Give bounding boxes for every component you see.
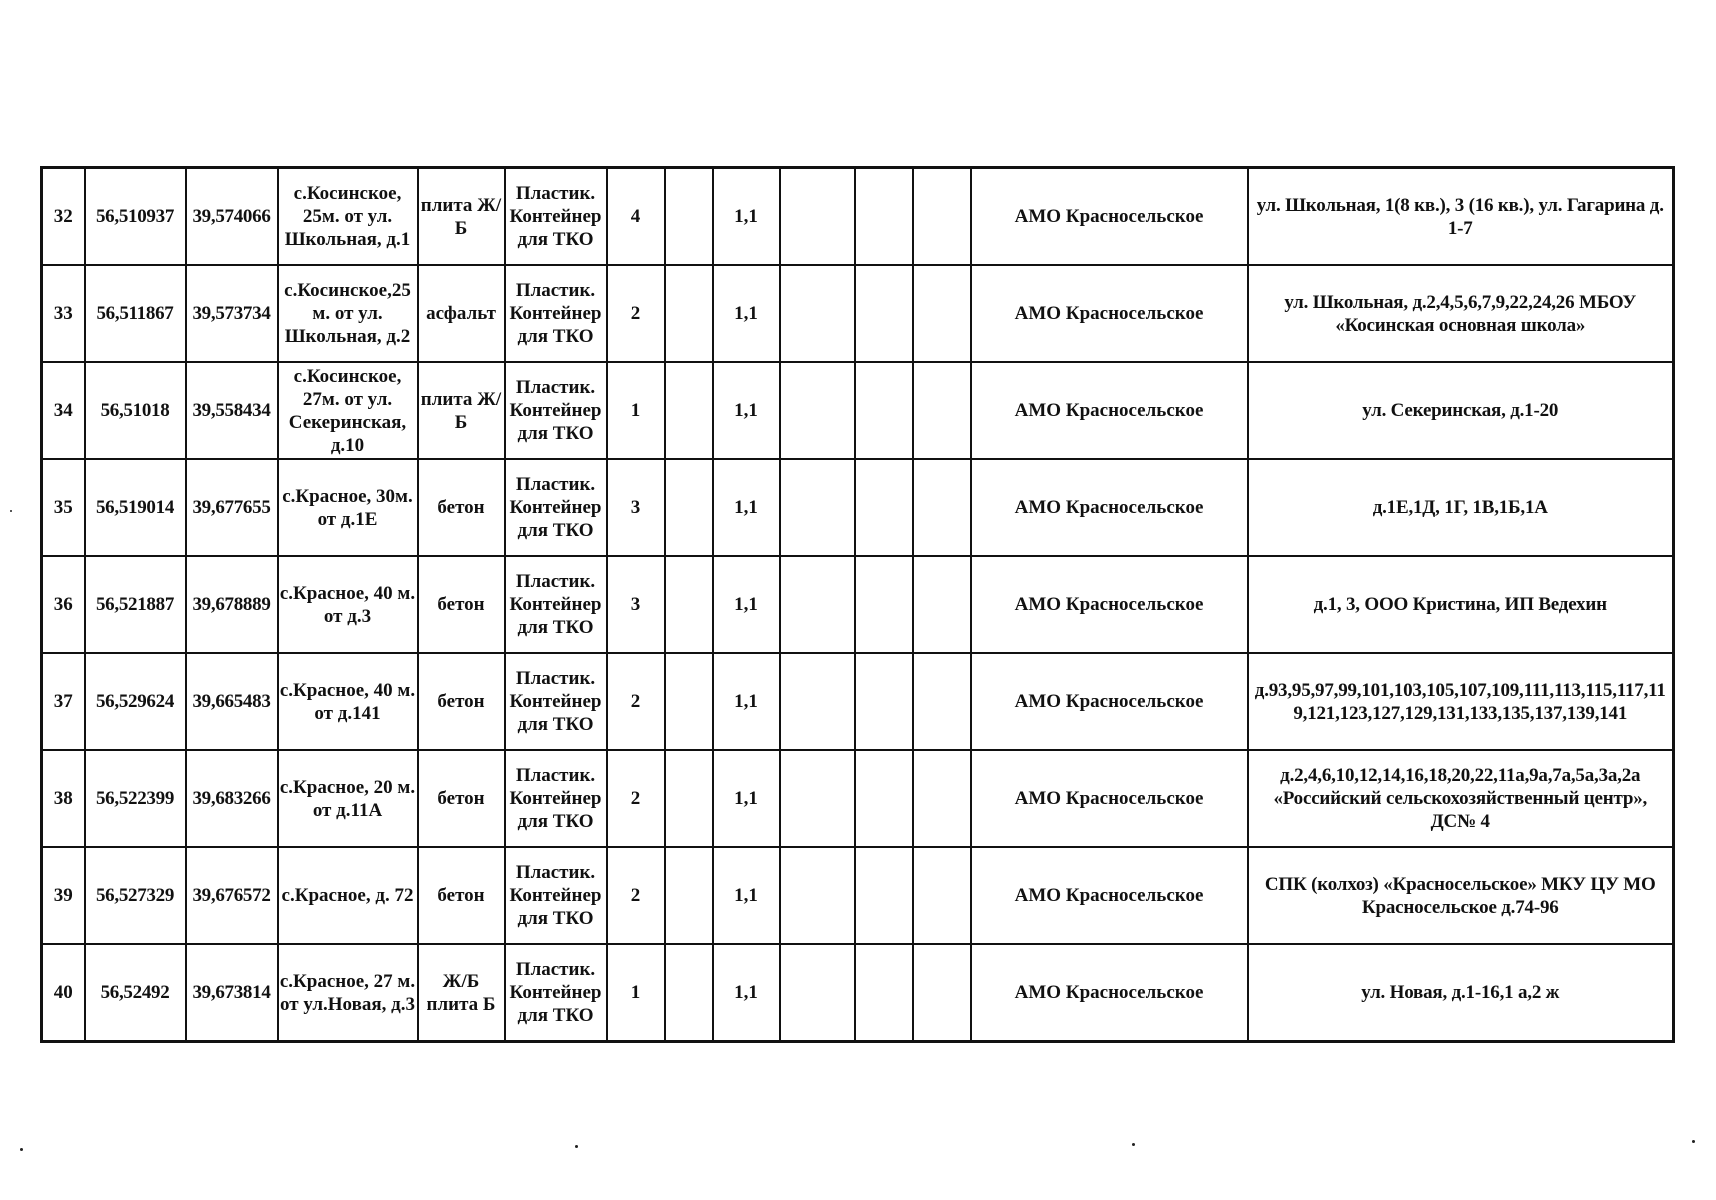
table-row [42, 362, 1674, 459]
surface-type-cell: плита Ж/Б [418, 168, 505, 266]
container-count-cell: 2 [607, 847, 665, 944]
empty-cell [913, 168, 971, 266]
scan-speck [20, 1148, 23, 1151]
surface-type-cell: плита Ж/Б [418, 362, 505, 459]
empty-cell [780, 168, 855, 266]
empty-cell [665, 653, 713, 750]
longitude-cell: 39,558434 [186, 362, 278, 459]
location-address-cell: с.Красное, 40 м. от д.141 [278, 653, 418, 750]
latitude-cell: 56,510937 [85, 168, 186, 266]
empty-cell [855, 944, 913, 1042]
latitude-cell: 56,51018 [85, 362, 186, 459]
longitude-cell: 39,676572 [186, 847, 278, 944]
served-objects-cell: ул. Новая, д.1-16,1 а,2 ж [1248, 944, 1674, 1042]
container-count-cell: 4 [607, 168, 665, 266]
document-sheet [40, 166, 1672, 1043]
table-row [42, 556, 1674, 653]
longitude-cell: 39,574066 [186, 168, 278, 266]
empty-cell [665, 168, 713, 266]
longitude-cell: 39,677655 [186, 459, 278, 556]
latitude-cell: 56,52492 [85, 944, 186, 1042]
table-row [42, 265, 1674, 362]
row-number-cell: 37 [42, 653, 85, 750]
container-type-cell: Пластик. Контейнер для ТКО [505, 362, 607, 459]
container-count-cell: 2 [607, 265, 665, 362]
empty-cell [913, 653, 971, 750]
location-address-cell: с.Красное, д. 72 [278, 847, 418, 944]
container-volume-cell: 1,1 [713, 944, 780, 1042]
surface-type-cell: Ж/Б плита Б [418, 944, 505, 1042]
empty-cell [780, 265, 855, 362]
served-objects-cell: ул. Школьная, 1(8 кв.), 3 (16 кв.), ул. Гагарина д. 1-7 [1248, 168, 1674, 266]
table-row [42, 944, 1674, 1042]
container-type-cell: Пластик. Контейнер для ТКО [505, 556, 607, 653]
row-number-cell: 38 [42, 750, 85, 847]
surface-type-cell: бетон [418, 459, 505, 556]
served-objects-cell: д.1, 3, ООО Кристина, ИП Ведехин [1248, 556, 1674, 653]
empty-cell [665, 847, 713, 944]
served-objects-cell: ул. Школьная, д.2,4,5,6,7,9,22,24,26 МБОУ «Косинская основная школа» [1248, 265, 1674, 362]
owner-cell: АМО Красносельское [971, 944, 1248, 1042]
empty-cell [780, 459, 855, 556]
empty-cell [913, 556, 971, 653]
owner-cell: АМО Красносельское [971, 459, 1248, 556]
location-address-cell: с.Красное, 40 м. от д.3 [278, 556, 418, 653]
table-row [42, 459, 1674, 556]
empty-cell [855, 168, 913, 266]
latitude-cell: 56,527329 [85, 847, 186, 944]
container-volume-cell: 1,1 [713, 168, 780, 266]
container-volume-cell: 1,1 [713, 556, 780, 653]
empty-cell [855, 362, 913, 459]
owner-cell: АМО Красносельское [971, 168, 1248, 266]
container-volume-cell: 1,1 [713, 362, 780, 459]
owner-cell: АМО Красносельское [971, 750, 1248, 847]
scan-speck [575, 1145, 578, 1148]
table-body [42, 168, 1674, 1042]
empty-cell [665, 750, 713, 847]
container-type-cell: Пластик. Контейнер для ТКО [505, 847, 607, 944]
empty-cell [855, 653, 913, 750]
empty-cell [780, 556, 855, 653]
owner-cell: АМО Красносельское [971, 847, 1248, 944]
latitude-cell: 56,521887 [85, 556, 186, 653]
empty-cell [780, 847, 855, 944]
table-row [42, 653, 1674, 750]
empty-cell [913, 944, 971, 1042]
container-count-cell: 1 [607, 362, 665, 459]
owner-cell: АМО Красносельское [971, 265, 1248, 362]
served-objects-cell: ул. Секеринская, д.1-20 [1248, 362, 1674, 459]
scan-speck [1132, 1143, 1135, 1146]
empty-cell [780, 362, 855, 459]
surface-type-cell: бетон [418, 556, 505, 653]
container-volume-cell: 1,1 [713, 750, 780, 847]
empty-cell [665, 944, 713, 1042]
container-count-cell: 2 [607, 653, 665, 750]
surface-type-cell: асфальт [418, 265, 505, 362]
longitude-cell: 39,573734 [186, 265, 278, 362]
container-type-cell: Пластик. Контейнер для ТКО [505, 653, 607, 750]
container-type-cell: Пластик. Контейнер для ТКО [505, 459, 607, 556]
scan-speck [10, 510, 12, 512]
container-volume-cell: 1,1 [713, 265, 780, 362]
latitude-cell: 56,522399 [85, 750, 186, 847]
surface-type-cell: бетон [418, 847, 505, 944]
location-address-cell: с.Красное, 20 м. от д.11А [278, 750, 418, 847]
empty-cell [855, 556, 913, 653]
served-objects-cell: д.2,4,6,10,12,14,16,18,20,22,11а,9а,7а,5а,3а,2а «Российский сельскохозяйственный центр», ДС№ 4 [1248, 750, 1674, 847]
row-number-cell: 34 [42, 362, 85, 459]
empty-cell [665, 362, 713, 459]
row-number-cell: 40 [42, 944, 85, 1042]
served-objects-cell: д.93,95,97,99,101,103,105,107,109,111,113,115,117,119,121,123,127,129,131,133,135,137,139,141 [1248, 653, 1674, 750]
empty-cell [780, 653, 855, 750]
empty-cell [855, 459, 913, 556]
empty-cell [665, 556, 713, 653]
empty-cell [913, 362, 971, 459]
empty-cell [913, 750, 971, 847]
surface-type-cell: бетон [418, 750, 505, 847]
table-row [42, 168, 1674, 266]
owner-cell: АМО Красносельское [971, 556, 1248, 653]
location-address-cell: с.Красное, 27 м. от ул.Новая, д.3 [278, 944, 418, 1042]
row-number-cell: 35 [42, 459, 85, 556]
row-number-cell: 39 [42, 847, 85, 944]
container-volume-cell: 1,1 [713, 653, 780, 750]
container-type-cell: Пластик. Контейнер для ТКО [505, 265, 607, 362]
container-type-cell: Пластик. Контейнер для ТКО [505, 944, 607, 1042]
scan-speck [1692, 1140, 1695, 1143]
latitude-cell: 56,529624 [85, 653, 186, 750]
container-count-cell: 3 [607, 556, 665, 653]
owner-cell: АМО Красносельское [971, 362, 1248, 459]
container-volume-cell: 1,1 [713, 847, 780, 944]
surface-type-cell: бетон [418, 653, 505, 750]
location-address-cell: с.Красное, 30м. от д.1Е [278, 459, 418, 556]
latitude-cell: 56,519014 [85, 459, 186, 556]
empty-cell [855, 750, 913, 847]
empty-cell [913, 847, 971, 944]
served-objects-cell: д.1Е,1Д, 1Г, 1В,1Б,1А [1248, 459, 1674, 556]
row-number-cell: 32 [42, 168, 85, 266]
served-objects-cell: СПК (колхоз) «Красносельское» МКУ ЦУ МО Красносельское д.74-96 [1248, 847, 1674, 944]
owner-cell: АМО Красносельское [971, 653, 1248, 750]
longitude-cell: 39,678889 [186, 556, 278, 653]
longitude-cell: 39,665483 [186, 653, 278, 750]
empty-cell [913, 265, 971, 362]
container-count-cell: 3 [607, 459, 665, 556]
container-count-cell: 1 [607, 944, 665, 1042]
container-volume-cell: 1,1 [713, 459, 780, 556]
container-type-cell: Пластик. Контейнер для ТКО [505, 168, 607, 266]
latitude-cell: 56,511867 [85, 265, 186, 362]
container-type-cell: Пластик. Контейнер для ТКО [505, 750, 607, 847]
empty-cell [855, 265, 913, 362]
longitude-cell: 39,673814 [186, 944, 278, 1042]
empty-cell [913, 459, 971, 556]
container-count-cell: 2 [607, 750, 665, 847]
row-number-cell: 36 [42, 556, 85, 653]
table-row [42, 750, 1674, 847]
location-address-cell: с.Косинское, 27м. от ул. Секеринская, д.10 [278, 362, 418, 459]
longitude-cell: 39,683266 [186, 750, 278, 847]
empty-cell [855, 847, 913, 944]
empty-cell [665, 265, 713, 362]
empty-cell [665, 459, 713, 556]
row-number-cell: 33 [42, 265, 85, 362]
location-address-cell: с.Косинское, 25м. от ул. Школьная, д.1 [278, 168, 418, 266]
empty-cell [780, 750, 855, 847]
location-address-cell: с.Косинское,25 м. от ул. Школьная, д.2 [278, 265, 418, 362]
waste-sites-table [40, 166, 1675, 1043]
empty-cell [780, 944, 855, 1042]
table-row [42, 847, 1674, 944]
